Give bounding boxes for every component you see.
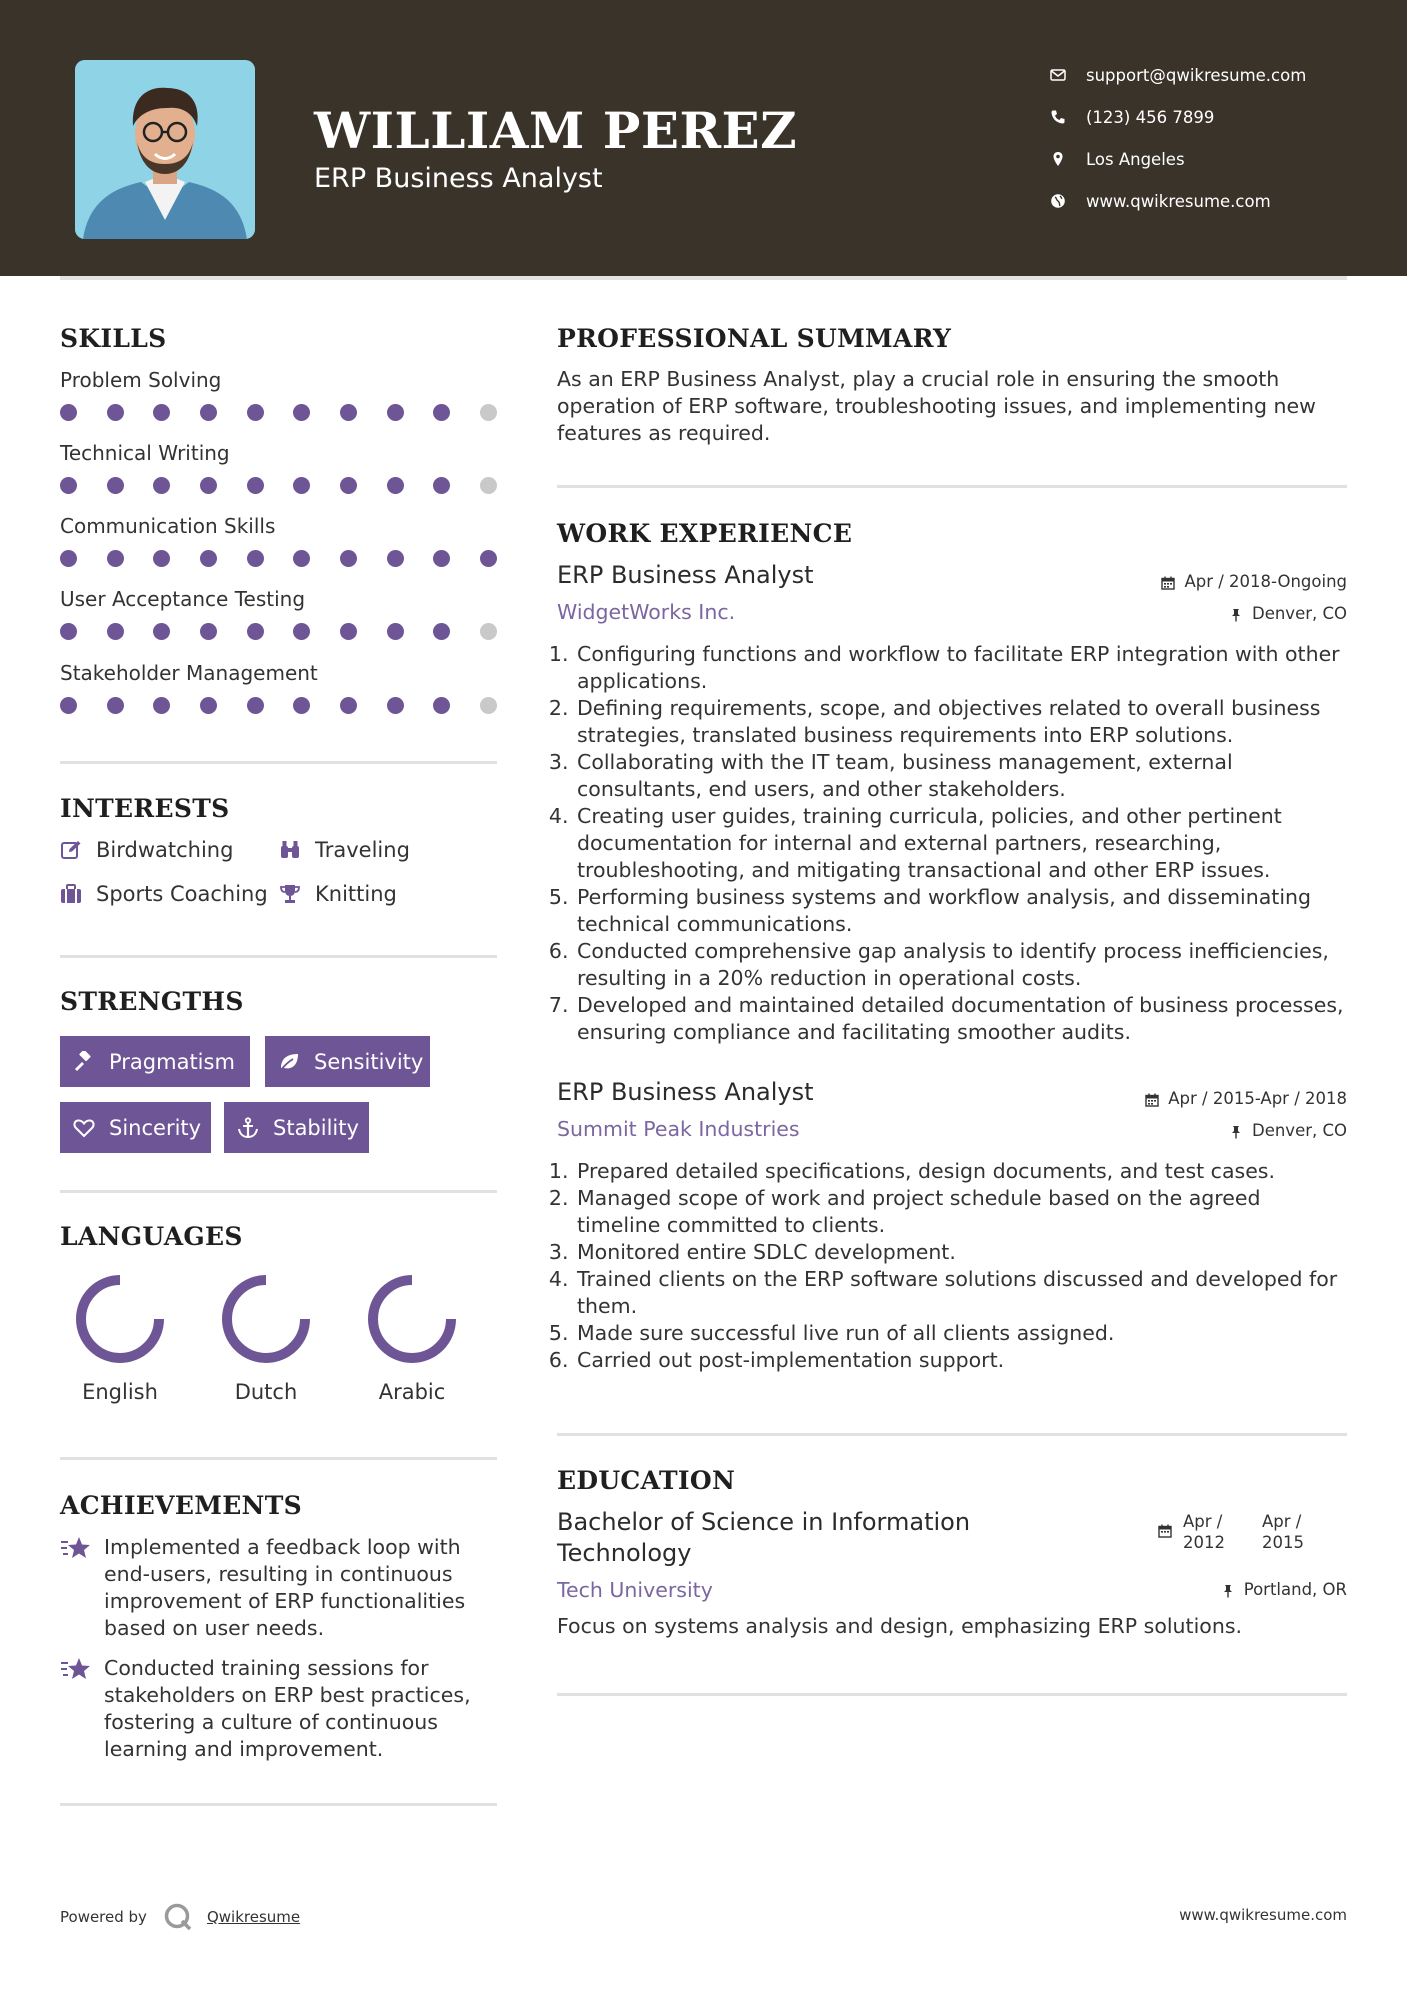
- section-divider: [557, 1693, 1347, 1696]
- rating-dot-filled: [247, 550, 264, 567]
- interest-item: [279, 882, 397, 906]
- skill-item: [60, 368, 497, 421]
- footer-url[interactable]: www.qwikresume.com: [1179, 1906, 1347, 1924]
- strengths-heading: STRENGTHS: [60, 987, 244, 1016]
- rating-dot-filled: [293, 623, 310, 640]
- job-title: ERP Business Analyst: [557, 1078, 814, 1106]
- strength-label: Sensitivity: [314, 1049, 424, 1074]
- rating-dot-filled: [153, 477, 170, 494]
- rating-dot-filled: [387, 404, 404, 421]
- rating-dot-filled: [153, 697, 170, 714]
- languages-heading: LANGUAGES: [60, 1222, 243, 1251]
- strength-label: Pragmatism: [109, 1049, 235, 1074]
- achievement-item: [60, 1655, 500, 1763]
- language-item: [206, 1272, 326, 1404]
- education-end-date: [1262, 1511, 1304, 1553]
- language-item: [60, 1272, 180, 1404]
- candidate-title: ERP Business Analyst: [314, 163, 603, 194]
- skill-rating: [60, 623, 497, 640]
- calendar-icon: [1145, 1092, 1159, 1106]
- rating-dot-empty: [480, 404, 497, 421]
- rating-dot-filled: [153, 623, 170, 640]
- language-name: English: [82, 1380, 158, 1404]
- rating-dot-filled: [200, 477, 217, 494]
- skill-name: Stakeholder Management: [60, 661, 318, 685]
- education-start-year: 2012: [1183, 1533, 1225, 1552]
- contact-website[interactable]: [1050, 180, 1306, 222]
- duty-item: 2. Defining requirements, scope, and objectives related to overall business strategies, translated business requirements into ERP solutions.: [575, 695, 1347, 749]
- education-description: Focus on systems analysis and design, emphasizing ERP solutions.: [557, 1614, 1243, 1638]
- interest-item: [60, 838, 233, 862]
- skills-heading: SKILLS: [60, 324, 167, 353]
- heart-icon: [73, 1117, 95, 1139]
- rating-dot-filled: [247, 404, 264, 421]
- duty-item: 2. Managed scope of work and project schedule based on the agreed timeline committed to clients.: [575, 1185, 1347, 1239]
- summary-text: As an ERP Business Analyst, play a crucial role in ensuring the smooth operation of ERP software, troubleshooting issues, and implementing new features as required.: [557, 367, 1316, 445]
- language-gauge: [73, 1272, 167, 1366]
- rating-dot-filled: [340, 697, 357, 714]
- duty-item: 3. Monitored entire SDLC development.: [575, 1239, 1347, 1266]
- rating-dot-filled: [153, 550, 170, 567]
- skill-name: User Acceptance Testing: [60, 587, 306, 611]
- brand-link[interactable]: Qwikresume: [206, 1908, 301, 1926]
- rating-dot-filled: [60, 697, 77, 714]
- rating-dot-filled: [107, 697, 124, 714]
- rating-dot-filled: [433, 697, 450, 714]
- powered-by-text: Powered by: [60, 1908, 147, 1926]
- company-name: Summit Peak Industries: [557, 1117, 800, 1141]
- rating-dot-filled: [387, 477, 404, 494]
- duty-item: 4. Trained clients on the ERP software solutions discussed and developed for them.: [575, 1266, 1347, 1320]
- resume-header: [0, 0, 1407, 276]
- job-dates: [1161, 572, 1347, 591]
- rating-dot-filled: [293, 550, 310, 567]
- duty-item: 6. Carried out post-implementation support.: [575, 1347, 1347, 1374]
- rating-dot-filled: [433, 550, 450, 567]
- star-list-icon: [60, 1657, 92, 1683]
- rating-dot-filled: [433, 404, 450, 421]
- education-heading: EDUCATION: [557, 1466, 736, 1495]
- rating-dot-filled: [293, 404, 310, 421]
- rating-dot-filled: [387, 550, 404, 567]
- achievements-heading: ACHIEVEMENTS: [60, 1491, 302, 1520]
- language-gauge: [365, 1272, 459, 1366]
- rating-dot-filled: [433, 623, 450, 640]
- job-dates-text: Apr / 2018-Ongoing: [1184, 572, 1347, 591]
- rating-dot-filled: [200, 697, 217, 714]
- star-list-icon: [60, 1536, 92, 1562]
- job-location-text: Denver, CO: [1251, 604, 1347, 623]
- rating-dot-filled: [60, 477, 77, 494]
- job-location: [1229, 604, 1347, 623]
- duty-item: 5. Made sure successful live run of all clients assigned.: [575, 1320, 1347, 1347]
- language-item: [352, 1272, 472, 1404]
- skill-rating: [60, 404, 497, 421]
- education-start-date: [1183, 1511, 1225, 1553]
- section-divider: [557, 1433, 1347, 1436]
- rating-dot-filled: [107, 550, 124, 567]
- rating-dot-filled: [60, 550, 77, 567]
- skill-item: [60, 661, 497, 714]
- rating-dot-empty: [480, 623, 497, 640]
- skill-item: [60, 514, 497, 567]
- contact-email-text: support@qwikresume.com: [1086, 65, 1307, 85]
- gavel-icon: [73, 1051, 95, 1073]
- interests-heading: INTERESTS: [60, 794, 230, 823]
- skill-name: Technical Writing: [60, 441, 230, 465]
- skill-item: [60, 587, 497, 640]
- rating-dot-filled: [107, 623, 124, 640]
- qwikresume-logo-icon: [163, 1902, 193, 1932]
- binoculars-icon: [279, 839, 301, 861]
- skill-name: Problem Solving: [60, 368, 222, 392]
- education-location-text: Portland, OR: [1243, 1580, 1347, 1599]
- rating-dot-filled: [433, 477, 450, 494]
- language-name: Dutch: [234, 1380, 298, 1404]
- trophy-icon: [279, 883, 301, 905]
- duty-item: 5. Performing business systems and workflow analysis, and disseminating technical communications.: [575, 884, 1347, 938]
- pushpin-icon: [1229, 607, 1243, 621]
- rating-dot-filled: [340, 477, 357, 494]
- calendar-icon: [1158, 1523, 1172, 1542]
- rating-dot-filled: [340, 404, 357, 421]
- contact-phone[interactable]: [1050, 96, 1306, 138]
- envelope-icon: [1050, 67, 1066, 83]
- strength-badge: [224, 1102, 369, 1153]
- language-name: Arabic: [378, 1380, 446, 1404]
- job-location-text: Denver, CO: [1251, 1121, 1347, 1140]
- job-title: ERP Business Analyst: [557, 561, 814, 589]
- company-name: WidgetWorks Inc.: [557, 600, 736, 624]
- education-location: [1221, 1580, 1347, 1599]
- rating-dot-filled: [107, 404, 124, 421]
- rating-dot-filled: [247, 623, 264, 640]
- duty-item: 4. Creating user guides, training curricula, policies, and other pertinent documentation for internal and external partners, researching, troubleshooting, and mitigating transactional and other ERP issues.: [575, 803, 1347, 884]
- rating-dot-filled: [293, 477, 310, 494]
- rating-dot-filled: [153, 404, 170, 421]
- contact-phone-text: (123) 456 7899: [1086, 107, 1215, 127]
- strength-label: Sincerity: [109, 1115, 202, 1140]
- skill-item: [60, 441, 497, 494]
- language-level-arc: [227, 1280, 305, 1358]
- rating-dot-empty: [480, 477, 497, 494]
- language-level-arc: [81, 1280, 159, 1358]
- skill-name: Communication Skills: [60, 514, 276, 538]
- education-start-month: Apr /: [1183, 1512, 1223, 1531]
- rating-dot-empty: [480, 697, 497, 714]
- achievement-item: [60, 1534, 500, 1642]
- rating-dot-filled: [60, 404, 77, 421]
- experience-heading: WORK EXPERIENCE: [557, 519, 853, 548]
- section-divider: [60, 1190, 497, 1193]
- skill-rating: [60, 697, 497, 714]
- rating-dot-filled: [387, 697, 404, 714]
- rating-dot-filled: [293, 697, 310, 714]
- degree-title: Bachelor of Science in Information Technology: [557, 1508, 971, 1567]
- rating-dot-filled: [107, 477, 124, 494]
- contact-location: [1050, 138, 1306, 180]
- job-location: [1229, 1121, 1347, 1140]
- pushpin-icon: [1229, 1124, 1243, 1138]
- job-duties: [557, 641, 1347, 1046]
- contact-list: [1050, 54, 1306, 222]
- rating-dot-filled: [200, 623, 217, 640]
- header-underbar: [60, 276, 1347, 280]
- calendar-icon: [1161, 575, 1175, 589]
- achievement-text: Implemented a feedback loop with end-users, resulting in continuous improvement of ERP functionalities based on user needs.: [104, 1535, 466, 1640]
- strength-badge: [60, 1102, 211, 1153]
- skill-rating: [60, 550, 497, 567]
- rating-dot-filled: [340, 550, 357, 567]
- rating-dot-filled: [200, 404, 217, 421]
- job-dates-text: Apr / 2015-Apr / 2018: [1168, 1089, 1347, 1108]
- leaf-icon: [278, 1051, 300, 1073]
- globe-icon: [1050, 193, 1066, 209]
- section-divider: [60, 761, 497, 764]
- achievement-text: Conducted training sessions for stakeholders on ERP best practices, fostering a culture of continuous learning and improvement.: [104, 1656, 471, 1761]
- phone-icon: [1050, 109, 1066, 125]
- interest-label: Birdwatching: [96, 838, 234, 862]
- location-pin-icon: [1050, 151, 1066, 167]
- duty-item: 7. Developed and maintained detailed documentation of business processes, ensuring compliance and facilitating smoother audits.: [575, 992, 1347, 1046]
- education-end-month: Apr /: [1262, 1512, 1302, 1531]
- rating-dot-filled: [340, 623, 357, 640]
- section-divider: [60, 955, 497, 958]
- contact-website-text: www.qwikresume.com: [1086, 191, 1271, 211]
- contact-email[interactable]: [1050, 54, 1306, 96]
- footer-powered-by: [60, 1902, 300, 1932]
- rating-dot-filled: [480, 550, 497, 567]
- rating-dot-filled: [247, 477, 264, 494]
- pushpin-icon: [1221, 1583, 1235, 1597]
- duty-item: 6. Conducted comprehensive gap analysis to identify process inefficiencies, resulting in a 20% reduction in operational costs.: [575, 938, 1347, 992]
- interest-item: [279, 838, 410, 862]
- duty-item: 1. Configuring functions and workflow to facilitate ERP integration with other applications.: [575, 641, 1347, 695]
- duty-item: 3. Collaborating with the IT team, business management, external consultants, end users, and other stakeholders.: [575, 749, 1347, 803]
- job-dates: [1145, 1089, 1347, 1108]
- contact-location-text: Los Angeles: [1086, 149, 1185, 169]
- strength-badge: [265, 1036, 430, 1087]
- interest-label: Knitting: [315, 882, 397, 906]
- rating-dot-filled: [387, 623, 404, 640]
- section-divider: [60, 1803, 497, 1806]
- candidate-name: WILLIAM PEREZ: [314, 101, 798, 160]
- anchor-icon: [237, 1117, 259, 1139]
- interest-label: Sports Coaching: [96, 882, 268, 906]
- edit-icon: [60, 839, 82, 861]
- strength-badge: [60, 1036, 250, 1087]
- suitcase-icon: [60, 883, 82, 905]
- summary-heading: PROFESSIONAL SUMMARY: [557, 324, 952, 353]
- section-divider: [60, 1457, 497, 1460]
- language-level-arc: [373, 1280, 451, 1358]
- interest-label: Traveling: [315, 838, 410, 862]
- rating-dot-filled: [247, 697, 264, 714]
- strength-label: Stability: [273, 1115, 359, 1140]
- rating-dot-filled: [200, 550, 217, 567]
- profile-photo: [75, 60, 255, 239]
- job-duties: [557, 1158, 1347, 1374]
- section-divider: [557, 485, 1347, 488]
- rating-dot-filled: [60, 623, 77, 640]
- education-end-year: 2015: [1262, 1533, 1304, 1552]
- school-name: Tech University: [557, 1578, 713, 1602]
- duty-item: 1. Prepared detailed specifications, design documents, and test cases.: [575, 1158, 1347, 1185]
- skill-rating: [60, 477, 497, 494]
- language-gauge: [219, 1272, 313, 1366]
- interest-item: [60, 882, 268, 906]
